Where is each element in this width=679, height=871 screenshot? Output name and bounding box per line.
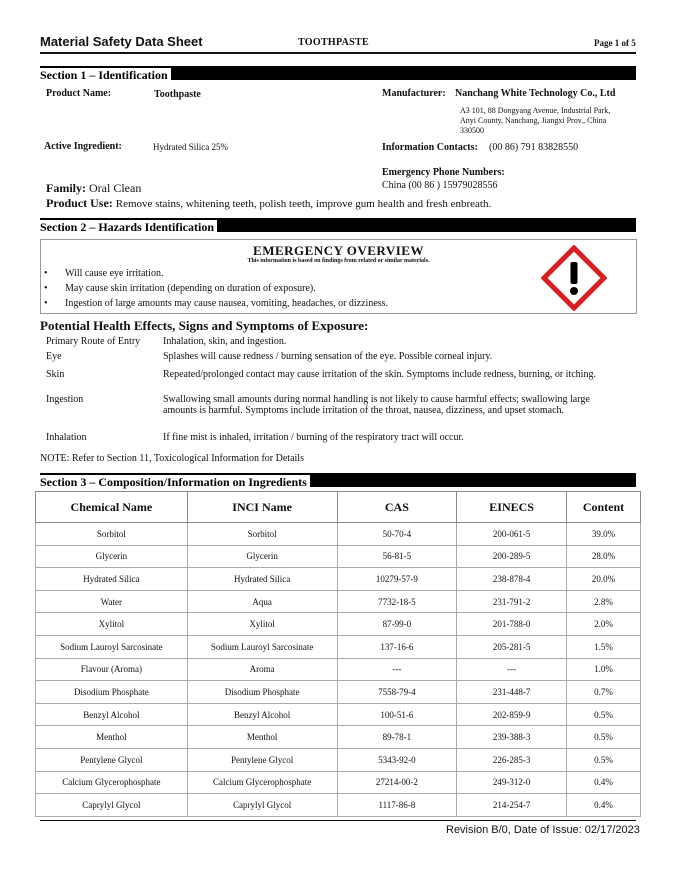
cell-content: 2.8%: [567, 590, 641, 613]
cell-inci: Disodium Phosphate: [187, 681, 337, 704]
product-use-row: [46, 196, 491, 211]
cell-cas: 100-51-6: [337, 703, 457, 726]
table-row: [36, 658, 641, 681]
cell-content: 0.5%: [567, 748, 641, 771]
cell-cas: 1117-86-8: [337, 794, 457, 817]
cell-cas: 27214-00-2: [337, 771, 457, 794]
table-row: [36, 568, 641, 591]
col-chemical-name: Chemical Name: [36, 492, 188, 523]
col-content: Content: [567, 492, 641, 523]
cell-einecs: 202-859-9: [457, 703, 567, 726]
cell-content: 0.4%: [567, 794, 641, 817]
cell-cas: 5343-92-0: [337, 748, 457, 771]
cell-einecs: 249-312-0: [457, 771, 567, 794]
product-name-value: Toothpaste: [154, 89, 201, 100]
product-name-label: Product Name:: [46, 88, 112, 99]
table-header-row: [36, 492, 641, 523]
cell-cas: ---: [337, 658, 457, 681]
address-line: 330500: [460, 126, 484, 135]
cell-einecs: 201-788-0: [457, 613, 567, 636]
table-row: [36, 794, 641, 817]
hazard-bullet: • May cause skin irritation (depending on duration of exposure).: [44, 283, 388, 298]
cell-cas: 56-81-5: [337, 545, 457, 568]
info-contacts-value: (00 86) 791 83828550: [489, 142, 579, 153]
eye-value: Splashes will cause redness / burning sensation of the eye. Possible corneal injury.: [163, 351, 493, 362]
cell-chemical: Calcium Glycerophosphate: [36, 771, 188, 794]
cell-chemical: Caprylyl Glycol: [36, 794, 188, 817]
cell-einecs: 226-285-3: [457, 748, 567, 771]
table-row: [36, 703, 641, 726]
address-line: A3 101, 88 Dongyang Avenue, Industrial Park,: [460, 106, 611, 115]
cell-content: 0.5%: [567, 726, 641, 749]
cell-einecs: 231-791-2: [457, 590, 567, 613]
cell-chemical: Hydrated Silica: [36, 568, 188, 591]
cell-chemical: Xylitol: [36, 613, 188, 636]
hazard-bullet-list: [44, 268, 388, 313]
col-cas: CAS: [337, 492, 457, 523]
skin-label: Skin: [46, 369, 65, 380]
product-use-value: Remove stains, whitening teeth, polish teeth, improve gum health and fresh enbreath.: [115, 198, 492, 210]
cell-content: 1.5%: [567, 635, 641, 658]
route-label: Primary Route of Entry: [46, 336, 141, 347]
section-2-note: NOTE: Refer to Section 11, Toxicological Information for Details: [40, 453, 304, 464]
col-inci-name: INCI Name: [187, 492, 337, 523]
emergency-phone-value: China (00 86 ) 15979028556: [382, 180, 498, 191]
cell-inci: Menthol: [187, 726, 337, 749]
inhalation-label: Inhalation: [46, 432, 87, 443]
table-row: [36, 523, 641, 546]
cell-inci: Calcium Glycerophosphate: [187, 771, 337, 794]
table-row: [36, 635, 641, 658]
cell-chemical: Benzyl Alcohol: [36, 703, 188, 726]
cell-inci: Aqua: [187, 590, 337, 613]
section-1-bar: [40, 66, 636, 80]
col-einecs: EINECS: [457, 492, 567, 523]
family-row: [46, 181, 141, 196]
ingredients-table: [35, 491, 641, 817]
hazard-bullet: • Ingestion of large amounts may cause nausea, vomiting, headaches, or dizziness.: [44, 298, 388, 313]
cell-inci: Aroma: [187, 658, 337, 681]
family-value: Oral Clean: [89, 181, 142, 195]
cell-einecs: ---: [457, 658, 567, 681]
cell-cas: 7732-18-5: [337, 590, 457, 613]
cell-inci: Xylitol: [187, 613, 337, 636]
cell-chemical: Sorbitol: [36, 523, 188, 546]
cell-inci: Benzyl Alcohol: [187, 703, 337, 726]
cell-content: 20.0%: [567, 568, 641, 591]
manufacturer-label: Manufacturer:: [382, 88, 446, 99]
table-row: [36, 590, 641, 613]
cell-cas: 89-78-1: [337, 726, 457, 749]
emergency-phone-label: Emergency Phone Numbers:: [382, 167, 505, 178]
cell-einecs: 200-289-5: [457, 545, 567, 568]
cell-content: 39.0%: [567, 523, 641, 546]
exclamation-hazard-icon: [541, 245, 607, 311]
cell-inci: Caprylyl Glycol: [187, 794, 337, 817]
info-contacts-label: Information Contacts:: [382, 142, 478, 153]
eye-label: Eye: [46, 351, 62, 362]
inhalation-value: If fine mist is inhaled, irritation / burning of the respiratory tract will occur.: [163, 432, 464, 443]
emergency-overview-subtitle: This information is based on findings from related or similar materials.: [247, 258, 430, 264]
cell-cas: 87-99-0: [337, 613, 457, 636]
route-value: Inhalation, skin, and ingestion.: [163, 336, 287, 347]
table-row: [36, 545, 641, 568]
cell-inci: Hydrated Silica: [187, 568, 337, 591]
page-number: Page 1 of 5: [594, 38, 636, 48]
product-use-label: Product Use:: [46, 196, 113, 210]
cell-einecs: 214-254-7: [457, 794, 567, 817]
section-2-bar: [40, 218, 636, 232]
cell-chemical: Sodium Lauroyl Sarcosinate: [36, 635, 188, 658]
table-row: [36, 681, 641, 704]
cell-content: 1.0%: [567, 658, 641, 681]
cell-einecs: 239-388-3: [457, 726, 567, 749]
product-heading: TOOTHPASTE: [298, 37, 369, 48]
cell-cas: 7558-79-4: [337, 681, 457, 704]
cell-content: 0.5%: [567, 703, 641, 726]
table-row: [36, 613, 641, 636]
cell-cas: 50-70-4: [337, 523, 457, 546]
cell-chemical: Disodium Phosphate: [36, 681, 188, 704]
emergency-overview-title: EMERGENCY OVERVIEW: [253, 243, 424, 258]
table-row: [36, 771, 641, 794]
cell-einecs: 200-061-5: [457, 523, 567, 546]
cell-content: 0.7%: [567, 681, 641, 704]
cell-content: 28.0%: [567, 545, 641, 568]
section-2-title: Section 2 – Hazards Identification: [40, 220, 217, 234]
document-title: Material Safety Data Sheet: [40, 34, 203, 49]
cell-inci: Sorbitol: [187, 523, 337, 546]
cell-chemical: Glycerin: [36, 545, 188, 568]
cell-chemical: Flavour (Aroma): [36, 658, 188, 681]
cell-chemical: Water: [36, 590, 188, 613]
cell-chemical: Pentylene Glycol: [36, 748, 188, 771]
active-ingredient-value: Hydrated Silica 25%: [153, 142, 228, 152]
skin-value: Repeated/prolonged contact may cause irritation of the skin. Symptoms include redness, burning, or itching.: [163, 369, 596, 380]
table-row: [36, 748, 641, 771]
address-line: Anyi County, Nanchang, Jiangxi Prov., China: [460, 116, 607, 125]
manufacturer-address: [460, 106, 640, 136]
cell-einecs: 231-448-7: [457, 681, 567, 704]
hazard-bullet: • Will cause eye irritation.: [44, 268, 388, 283]
ingestion-label: Ingestion: [46, 394, 84, 405]
cell-inci: Pentylene Glycol: [187, 748, 337, 771]
cell-content: 2.0%: [567, 613, 641, 636]
footer-rule: [40, 820, 636, 821]
ingestion-value: Swallowing small amounts during normal handling is not likely to cause harmful effects; swallowing large amounts is harmful. Symptoms include irritation of the throat, nausea, dizziness, and upset stomach.: [163, 394, 590, 416]
active-ingredient-label: Active Ingredient:: [44, 141, 122, 152]
cell-cas: 10279-57-9: [337, 568, 457, 591]
cell-einecs: 205-281-5: [457, 635, 567, 658]
cell-cas: 137-16-6: [337, 635, 457, 658]
cell-chemical: Menthol: [36, 726, 188, 749]
header-rule: [40, 52, 636, 54]
section-3-bar: [40, 473, 636, 487]
manufacturer-value: Nanchang White Technology Co., Ltd: [455, 88, 616, 99]
revision-footer: Revision B/0, Date of Issue: 02/17/2023: [446, 824, 640, 836]
section-1-title: Section 1 – Identification: [40, 68, 171, 82]
family-label: Family:: [46, 181, 86, 195]
section-3-title: Section 3 – Composition/Information on Ingredients: [40, 475, 310, 489]
cell-inci: Sodium Lauroyl Sarcosinate: [187, 635, 337, 658]
table-row: [36, 726, 641, 749]
cell-einecs: 238-878-4: [457, 568, 567, 591]
cell-inci: Glycerin: [187, 545, 337, 568]
health-effects-title: Potential Health Effects, Signs and Symptoms of Exposure:: [40, 318, 369, 333]
cell-content: 0.4%: [567, 771, 641, 794]
